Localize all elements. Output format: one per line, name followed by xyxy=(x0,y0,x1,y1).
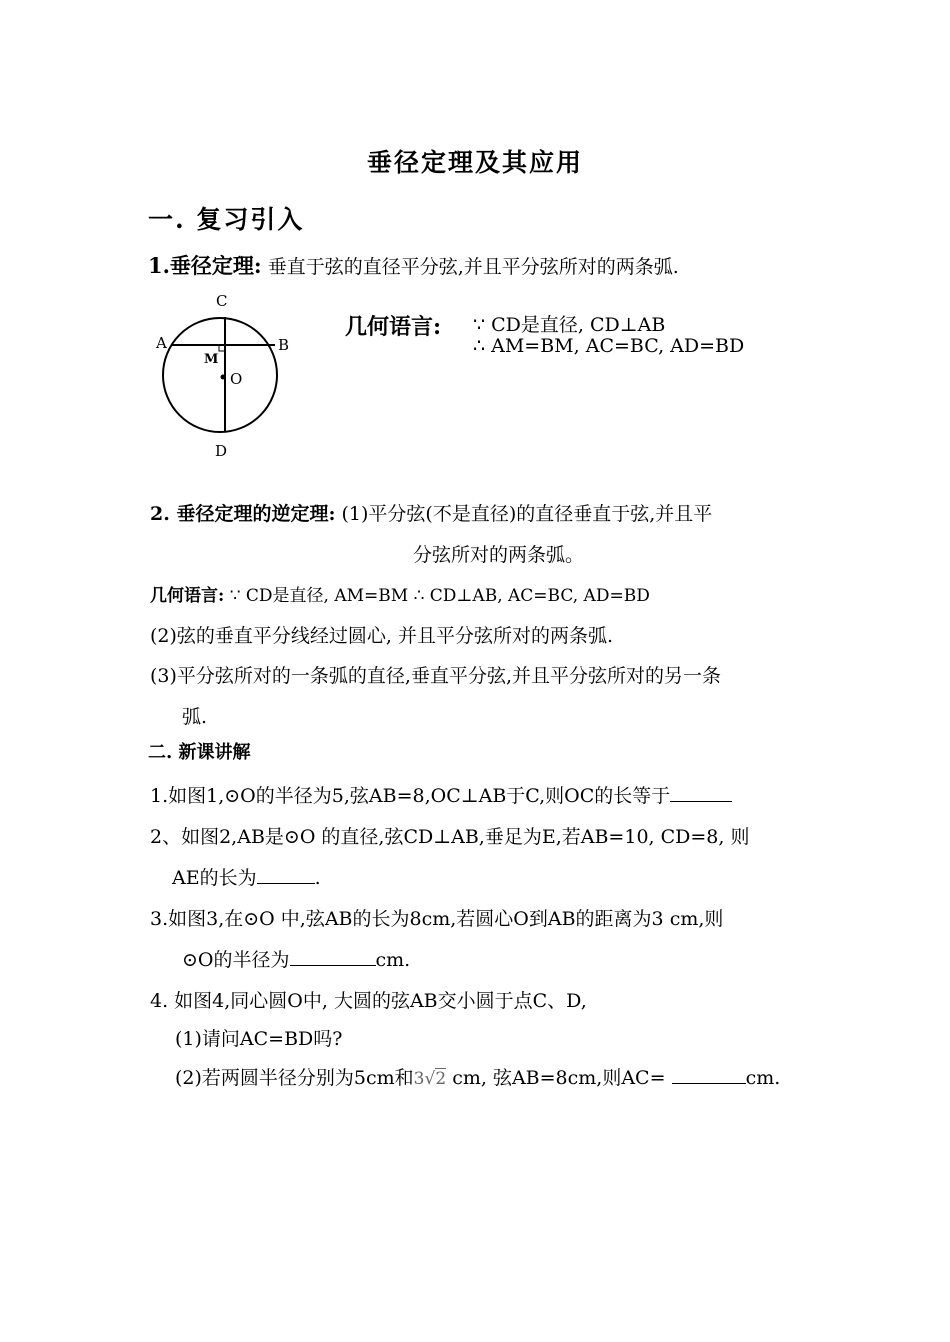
label-m: M xyxy=(204,352,219,367)
label-d: D xyxy=(215,442,228,460)
converse-item-3-cont: 弧. xyxy=(182,706,208,728)
sqrt-expression: 3√2 xyxy=(413,1069,447,1089)
question-3-cont xyxy=(182,945,410,972)
circle-diagram xyxy=(150,288,320,468)
answer-blank-2[interactable] xyxy=(257,865,315,884)
question-1-text: 1.如图1,⊙O的半径为5,弦AB=8,OC⊥AB于C,则OC的长等于 xyxy=(150,785,671,807)
section-heading-review: 一. 复习引入 xyxy=(148,205,305,234)
answer-blank-4[interactable] xyxy=(672,1065,746,1084)
converse-geo-label: 几何语言: xyxy=(150,586,225,606)
converse-item-3: (3)平分弦所对的一条弧的直径,垂直平分弦,并且平分弦所对的另一条 xyxy=(150,665,721,687)
converse-item-1-cont: 分弦所对的两条弧。 xyxy=(413,544,585,566)
question-4-part-2-text: (2)若两圆半径分别为5cm和 xyxy=(175,1067,414,1089)
geo-line-1: ∵ CD是直径, CD⊥AB xyxy=(473,314,666,336)
question-4-part-2-mid: cm, 弦AB=8cm,则AC= xyxy=(446,1067,672,1089)
answer-blank-3[interactable] xyxy=(290,947,376,966)
label-o: O xyxy=(230,370,243,388)
question-2-text: AE的长为 xyxy=(172,867,257,889)
question-2: 2、如图2,AB是⊙O 的直径,弦CD⊥AB,垂足为E,若AB=10, CD=8, 则 xyxy=(150,826,750,848)
section-heading-new-lesson: 二. 新课讲解 xyxy=(148,742,251,763)
converse-label: 2. 垂径定理的逆定理: xyxy=(150,503,336,525)
question-2-cont xyxy=(172,863,321,890)
answer-blank-1[interactable] xyxy=(670,783,732,802)
theorem-text: 垂直于弦的直径平分弦,并且平分弦所对的两条弧. xyxy=(267,256,679,278)
converse-paragraph xyxy=(150,499,712,526)
sqrt-radicand: 2 xyxy=(435,1069,447,1089)
label-b: B xyxy=(278,336,290,354)
label-a: A xyxy=(156,334,167,352)
question-4-part-2 xyxy=(175,1063,780,1090)
converse-item-2: (2)弦的垂直平分线经过圆心, 并且平分弦所对的两条弧. xyxy=(150,625,614,647)
question-4-part-2-end: cm. xyxy=(745,1067,781,1089)
question-1 xyxy=(150,781,732,808)
center-point xyxy=(221,375,226,380)
question-4-part-1: (1)请问AC=BD吗? xyxy=(175,1028,343,1050)
question-3-end: cm. xyxy=(375,949,411,971)
circle-outline xyxy=(163,318,277,432)
geo-line-2: ∴ AM=BM, AC=BC, AD=BD xyxy=(473,335,745,357)
label-c: C xyxy=(216,292,228,310)
sqrt-coefficient: 3 xyxy=(413,1069,425,1089)
question-4: 4. 如图4,同心圆O中, 大圆的弦AB交小圆于点C、D, xyxy=(150,990,587,1012)
converse-geo-text: ∵ CD是直径, AM=BM ∴ CD⊥AB, AC=BC, AD=BD xyxy=(229,586,650,606)
theorem-label: 1.垂径定理: xyxy=(148,253,262,278)
question-3-text: ⊙O的半径为 xyxy=(182,949,290,971)
theorem-paragraph xyxy=(148,250,679,280)
question-3: 3.如图3,在⊙O 中,弦AB的长为8cm,若圆心O到AB的距离为3 cm,则 xyxy=(150,908,724,930)
converse-geo-paragraph xyxy=(150,581,650,606)
question-2-end: . xyxy=(314,867,321,889)
geo-language-label: 几何语言: xyxy=(345,314,442,340)
page-title: 垂径定理及其应用 xyxy=(366,148,583,177)
converse-item-1: (1)平分弦(不是直径)的直径垂直于弦,并且平 xyxy=(341,503,713,525)
